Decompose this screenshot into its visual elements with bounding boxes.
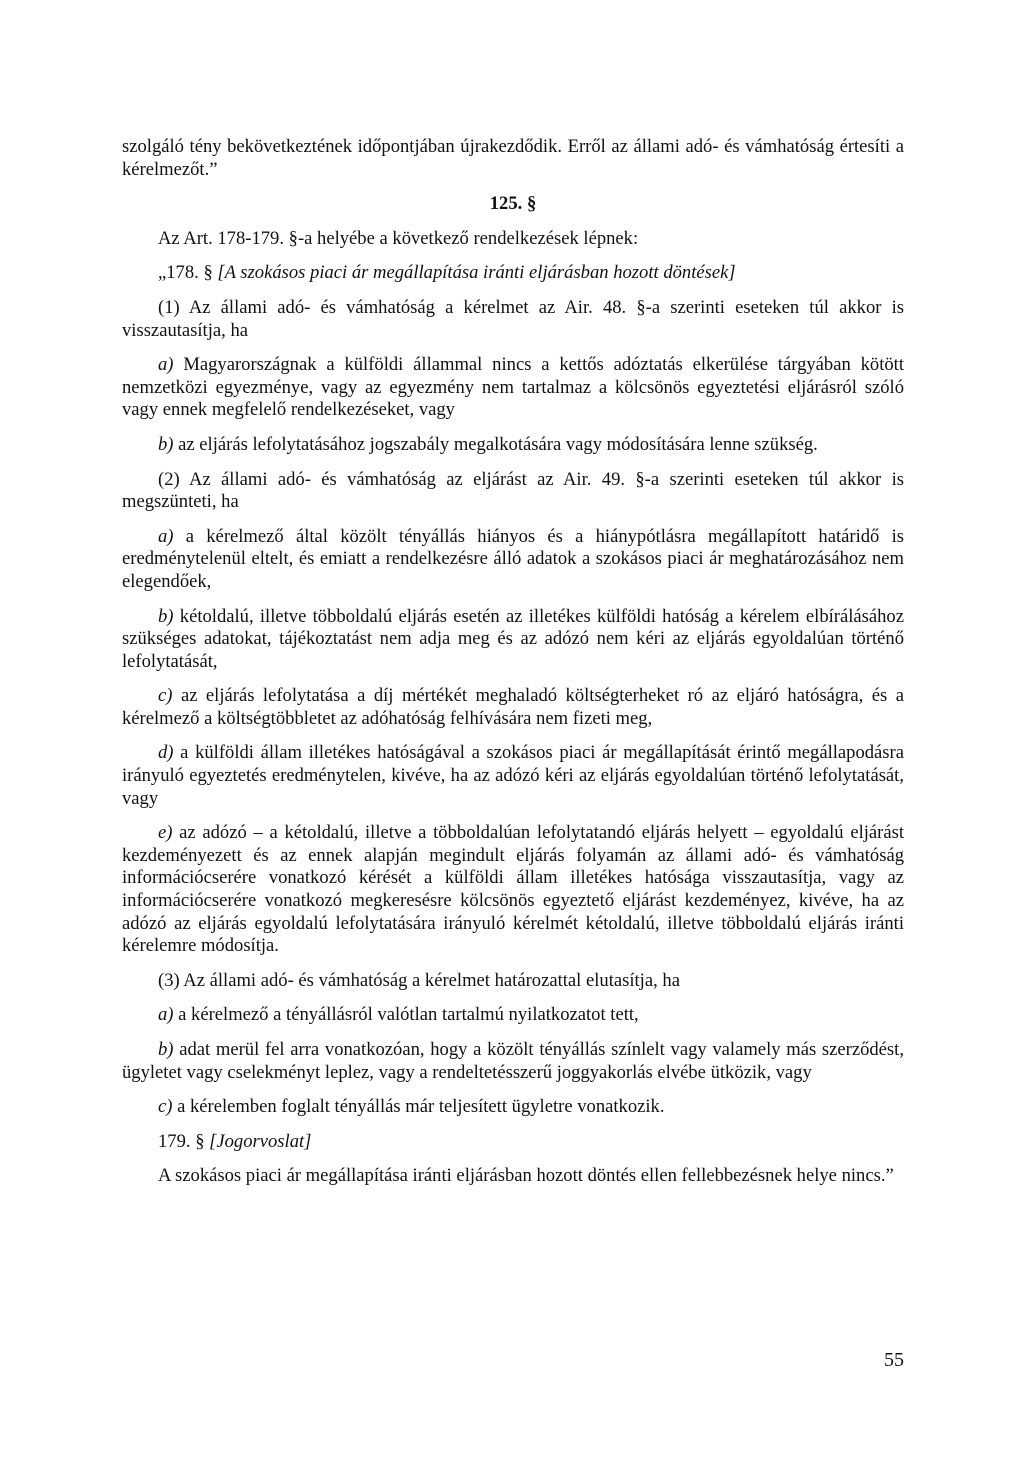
point-text: a kérelmező a tényállásról valótlan tartalmú nyilatkozatot tett, — [173, 1004, 639, 1026]
point-2e — [122, 822, 904, 958]
point-label: b) — [158, 605, 174, 627]
point-2c — [122, 685, 904, 730]
point-label: b) — [158, 1039, 174, 1060]
point-text: a kérelemben foglalt tényállás már teljesített ügyletre vonatkozik. — [172, 1096, 665, 1118]
point-label: c) — [158, 685, 173, 707]
point-1b — [122, 434, 904, 457]
point-1a — [122, 354, 904, 422]
section-178-heading — [122, 262, 904, 285]
point-2d — [122, 742, 904, 810]
point-text: kétoldalú, illetve többoldalú eljárás esetén az illetékes külföldi hatóság a kérelem elbírálásához szükséges adatokat, tájékoztatást nem adja meg és az adózó nem kéri az eljárás egyoldalúan történő lefolytatását, — [122, 605, 904, 672]
point-text: az eljárás lefolytatása a díj mértékét meghaladó költségterheket ró az eljáró hatóságra, és a kérelmező a költségtöbbletet az adóhatóság felhívására nem fizeti meg, — [122, 685, 904, 729]
section-179-title: [Jogorvoslat] — [209, 1130, 312, 1152]
point-label: e) — [158, 822, 173, 844]
section-178-title: [A szokásos piaci ár megállapítása iránti eljárásban hozott döntések] — [217, 262, 736, 284]
point-text: a külföldi állam illetékes hatóságával a szokásos piaci ár megállapítását érintő megállapodásra irányuló egyeztetés eredménytelen, kivéve, ha az adózó kéri az eljárás egyoldalúan történő lefolytatását, vagy — [122, 742, 904, 809]
point-label: a) — [158, 525, 174, 547]
point-text: adat merül fel arra vonatkozóan, hogy a közölt tényállás színlelt vagy valamely más szerződést, ügyletet vagy cselekményt leplez, vagy a rendeltetésszerű joggyakorlás elvébe ütközik, vagy — [122, 1039, 904, 1083]
point-3c — [122, 1096, 904, 1119]
paragraph-2: (2) Az állami adó- és vámhatóság az eljárást az Air. 49. §-a szerinti eseteken túl akkor is megszünteti, ha — [122, 468, 904, 513]
point-label: b) — [158, 433, 174, 455]
point-label: a) — [158, 354, 174, 376]
point-text: a kérelmező által közölt tényállás hiányos és a hiánypótlásra megállapított határidő is eredménytelenül eltelt, és emiatt a rendelkezésre álló adatok a szokásos piaci ár meghatározásához nem elegendőek, — [122, 525, 904, 592]
paragraph-appeal: A szokásos piaci ár megállapítása iránti eljárásban hozott döntés ellen fellebbezésnek helye nincs.” — [158, 1165, 894, 1187]
point-label: a) — [158, 1004, 174, 1026]
point-text: az eljárás lefolytatásához jogszabály megalkotására vagy módosítására lenne szükség. — [173, 433, 818, 455]
document-page — [122, 136, 904, 1200]
point-3a — [122, 1004, 904, 1027]
point-text: az adózó – a kétoldalú, illetve a többoldalúan lefolytatandó eljárás helyett – egyoldalú eljárást kezdeményezett és az ennek alapján megindult eljárás folyamán az állami adó- és vámhatóság információcserére vonatkozó kérését a külföldi állam illetékes hatósága visszautasítja, vagy az információcserére vonatkozó megkeresésre kölcsönös egyeztető eljárást kezdeményez, kivéve, ha az adózó az eljárás egyoldalú lefolytatására irányuló kérelmét kétoldalú, illetve többoldalú eljárás iránti kérelemre módosítja. — [122, 822, 904, 957]
page-number: 55 — [884, 1349, 904, 1371]
point-2b — [122, 606, 904, 674]
section-179-heading — [122, 1131, 904, 1154]
paragraph-3: (3) Az állami adó- és vámhatóság a kérelmet határozattal elutasítja, ha — [158, 969, 680, 991]
paragraph-continuation: szolgáló tény bekövetkeztének időpontjában újrakezdődik. Erről az állami adó- és vámhatóság értesíti a kérelmezőt.” — [122, 136, 904, 180]
point-label: c) — [158, 1096, 173, 1118]
point-2a — [122, 526, 904, 594]
point-3b — [122, 1039, 904, 1084]
section-heading: 125. § — [489, 193, 537, 215]
section-179-number: 179. § — [158, 1130, 210, 1152]
point-text: Magyarországnak a külföldi állammal nincs a kettős adóztatás elkerülése tárgyában kötött nemzetközi egyezménye, vagy az egyezmény nem tartalmaz a kölcsönös egyeztetési eljárásról szóló vagy ennek megfelelő rendelkezéseket, vagy — [122, 354, 904, 421]
paragraph-amendment-intro: Az Art. 178-179. §-a helyébe a következő rendelkezések lépnek: — [158, 227, 639, 249]
section-178-number: „178. § — [158, 262, 218, 284]
point-label: d) — [158, 742, 174, 764]
paragraph-1: (1) Az állami adó- és vámhatóság a kérelmet az Air. 48. §-a szerinti eseteken túl akkor is visszautasítja, ha — [122, 296, 904, 341]
